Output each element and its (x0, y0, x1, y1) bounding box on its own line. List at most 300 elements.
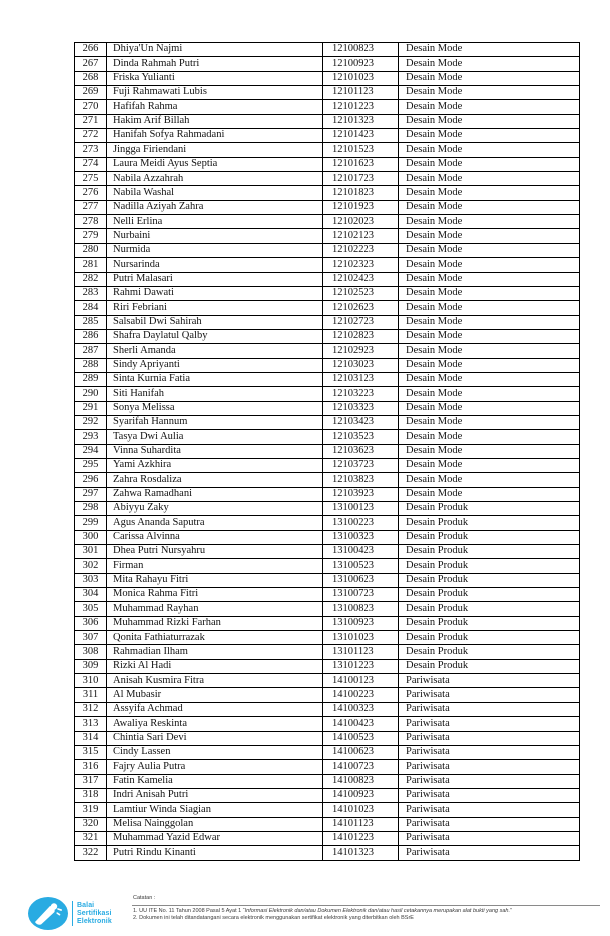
student-id-cell: 14100923 (323, 788, 399, 802)
student-id-cell: 12102723 (323, 315, 399, 329)
table-row (75, 502, 580, 516)
student-id-cell: 14100623 (323, 745, 399, 759)
table-row (75, 100, 580, 114)
program-cell: Desain Mode (399, 372, 580, 386)
row-number-cell: 291 (75, 401, 107, 415)
student-id-cell: 13101223 (323, 659, 399, 673)
table-row (75, 387, 580, 401)
student-name-cell: Zahra Rosdaliza (107, 473, 323, 487)
program-cell: Desain Mode (399, 229, 580, 243)
student-name-cell: Nabila Azzahrah (107, 172, 323, 186)
program-cell: Desain Mode (399, 458, 580, 472)
table-row (75, 573, 580, 587)
student-name-cell: Muhammad Rayhan (107, 602, 323, 616)
program-cell: Pariwisata (399, 731, 580, 745)
bsre-brand-name (77, 902, 112, 926)
student-name-cell: Awaliya Reskinta (107, 717, 323, 731)
student-id-cell: 12103623 (323, 444, 399, 458)
student-id-cell: 12101523 (323, 143, 399, 157)
program-cell: Desain Produk (399, 530, 580, 544)
student-id-cell: 12103423 (323, 415, 399, 429)
student-id-cell: 13100723 (323, 588, 399, 602)
row-number-cell: 269 (75, 86, 107, 100)
program-cell: Pariwisata (399, 745, 580, 759)
program-cell: Desain Mode (399, 401, 580, 415)
table-row (75, 487, 580, 501)
table-row (75, 774, 580, 788)
program-cell: Desain Produk (399, 516, 580, 530)
table-row (75, 43, 580, 57)
student-name-cell: Siti Hanifah (107, 387, 323, 401)
row-number-cell: 314 (75, 731, 107, 745)
student-id-cell: 13100823 (323, 602, 399, 616)
student-id-cell: 13100223 (323, 516, 399, 530)
row-number-cell: 296 (75, 473, 107, 487)
row-number-cell: 271 (75, 114, 107, 128)
program-cell: Desain Produk (399, 645, 580, 659)
student-id-cell: 12101123 (323, 86, 399, 100)
row-number-cell: 298 (75, 502, 107, 516)
program-cell: Desain Mode (399, 487, 580, 501)
row-number-cell: 283 (75, 286, 107, 300)
student-id-cell: 12100823 (323, 43, 399, 57)
row-number-cell: 284 (75, 301, 107, 315)
student-id-cell: 12100923 (323, 57, 399, 71)
student-id-cell: 12103123 (323, 372, 399, 386)
table-row (75, 358, 580, 372)
student-id-cell: 12102423 (323, 272, 399, 286)
row-number-cell: 307 (75, 631, 107, 645)
program-cell: Desain Mode (399, 86, 580, 100)
student-name-cell: Salsabil Dwi Sahirah (107, 315, 323, 329)
row-number-cell: 280 (75, 243, 107, 257)
student-table-body (75, 43, 580, 861)
table-row (75, 215, 580, 229)
program-cell: Desain Mode (399, 344, 580, 358)
program-cell: Desain Mode (399, 286, 580, 300)
row-number-cell: 270 (75, 100, 107, 114)
student-id-cell: 12101923 (323, 200, 399, 214)
table-row (75, 86, 580, 100)
student-name-cell: Nabila Washal (107, 186, 323, 200)
table-row (75, 301, 580, 315)
row-number-cell: 293 (75, 430, 107, 444)
row-number-cell: 301 (75, 545, 107, 559)
table-row (75, 329, 580, 343)
program-cell: Pariwisata (399, 803, 580, 817)
table-row (75, 731, 580, 745)
program-cell: Desain Mode (399, 172, 580, 186)
student-name-cell: Fatin Kamelia (107, 774, 323, 788)
program-cell: Desain Mode (399, 57, 580, 71)
student-name-cell: Nurmida (107, 243, 323, 257)
student-id-cell: 14101223 (323, 831, 399, 845)
table-row (75, 315, 580, 329)
student-id-cell: 12103823 (323, 473, 399, 487)
student-name-cell: Carissa Alvinna (107, 530, 323, 544)
student-name-cell: Indri Anisah Putri (107, 788, 323, 802)
table-row (75, 157, 580, 171)
program-cell: Pariwisata (399, 846, 580, 860)
row-number-cell: 279 (75, 229, 107, 243)
student-name-cell: Dhiya'Un Najmi (107, 43, 323, 57)
student-name-cell: Melisa Nainggolan (107, 817, 323, 831)
program-cell: Pariwisata (399, 760, 580, 774)
row-number-cell: 300 (75, 530, 107, 544)
row-number-cell: 282 (75, 272, 107, 286)
table-row (75, 415, 580, 429)
program-cell: Desain Produk (399, 559, 580, 573)
student-id-cell: 12102623 (323, 301, 399, 315)
student-id-cell: 13101023 (323, 631, 399, 645)
student-id-cell: 12101323 (323, 114, 399, 128)
student-name-cell: Nurbaini (107, 229, 323, 243)
table-row (75, 186, 580, 200)
row-number-cell: 268 (75, 71, 107, 85)
row-number-cell: 303 (75, 573, 107, 587)
row-number-cell: 278 (75, 215, 107, 229)
program-cell: Desain Mode (399, 329, 580, 343)
program-cell: Pariwisata (399, 817, 580, 831)
program-cell: Desain Mode (399, 258, 580, 272)
program-cell: Desain Mode (399, 114, 580, 128)
student-name-cell: Nelli Erlina (107, 215, 323, 229)
program-cell: Desain Produk (399, 602, 580, 616)
row-number-cell: 322 (75, 846, 107, 860)
row-number-cell: 289 (75, 372, 107, 386)
student-name-cell: Yami Azkhira (107, 458, 323, 472)
student-id-cell: 14100523 (323, 731, 399, 745)
catatan-rule (132, 905, 600, 906)
footnote-2: 2. Dokumen ini telah ditandatangani secara elektronik menggunakan sertifikat elektronik yang diterbitkan oleh BSrE (133, 915, 414, 921)
program-cell: Desain Mode (399, 430, 580, 444)
program-cell: Desain Mode (399, 157, 580, 171)
esign-footer (0, 893, 610, 936)
row-number-cell: 288 (75, 358, 107, 372)
row-number-cell: 281 (75, 258, 107, 272)
student-name-cell: Monica Rahma Fitri (107, 588, 323, 602)
program-cell: Desain Produk (399, 545, 580, 559)
student-name-cell: Qonita Fathiaturrazak (107, 631, 323, 645)
row-number-cell: 305 (75, 602, 107, 616)
table-row (75, 602, 580, 616)
student-name-cell: Nursarinda (107, 258, 323, 272)
student-name-cell: Fuji Rahmawati Lubis (107, 86, 323, 100)
student-id-cell: 13100923 (323, 616, 399, 630)
program-cell: Desain Produk (399, 616, 580, 630)
table-row (75, 344, 580, 358)
program-cell: Pariwisata (399, 788, 580, 802)
student-name-cell: Mita Rahayu Fitri (107, 573, 323, 587)
table-row (75, 803, 580, 817)
program-cell: Desain Mode (399, 43, 580, 57)
student-name-cell: Lamtiur Winda Siagian (107, 803, 323, 817)
table-row (75, 616, 580, 630)
student-id-cell: 14100223 (323, 688, 399, 702)
student-id-cell: 14100323 (323, 702, 399, 716)
row-number-cell: 297 (75, 487, 107, 501)
bsre-logo-icon (28, 897, 68, 930)
table-row (75, 286, 580, 300)
brand-line-3: Elektronik (77, 918, 112, 925)
student-name-cell: Jingga Firiendani (107, 143, 323, 157)
student-name-cell: Putri Malasari (107, 272, 323, 286)
student-id-cell: 14101323 (323, 846, 399, 860)
row-number-cell: 312 (75, 702, 107, 716)
table-row (75, 674, 580, 688)
program-cell: Desain Mode (399, 143, 580, 157)
table-row (75, 516, 580, 530)
table-row (75, 530, 580, 544)
row-number-cell: 316 (75, 760, 107, 774)
table-row (75, 401, 580, 415)
student-name-cell: Hafifah Rahma (107, 100, 323, 114)
program-cell: Desain Mode (399, 129, 580, 143)
student-name-cell: Sonya Melissa (107, 401, 323, 415)
student-name-cell: Sherli Amanda (107, 344, 323, 358)
student-id-cell: 12101823 (323, 186, 399, 200)
program-cell: Desain Mode (399, 200, 580, 214)
student-name-cell: Nadilla Aziyah Zahra (107, 200, 323, 214)
student-id-cell: 12103023 (323, 358, 399, 372)
row-number-cell: 294 (75, 444, 107, 458)
program-cell: Desain Mode (399, 71, 580, 85)
catatan-label: Catatan : (133, 895, 156, 901)
row-number-cell: 277 (75, 200, 107, 214)
row-number-cell: 313 (75, 717, 107, 731)
student-name-cell: Shafra Daylatul Qalby (107, 329, 323, 343)
student-name-cell: Zahwa Ramadhani (107, 487, 323, 501)
student-name-cell: Vinna Suhardita (107, 444, 323, 458)
row-number-cell: 304 (75, 588, 107, 602)
row-number-cell: 273 (75, 143, 107, 157)
program-cell: Desain Mode (399, 387, 580, 401)
footnote-1-prefix: 1. UU ITE No. 11 Tahun 2008 Pasal 5 Ayat 1 “ (133, 908, 245, 914)
student-name-cell: Fajry Aulia Putra (107, 760, 323, 774)
student-name-cell: Rahmadian Ilham (107, 645, 323, 659)
student-id-cell: 12101023 (323, 71, 399, 85)
table-row (75, 659, 580, 673)
student-name-cell: Firman (107, 559, 323, 573)
brand-line-2: Sertifikasi (77, 910, 112, 917)
student-id-cell: 14101023 (323, 803, 399, 817)
row-number-cell: 267 (75, 57, 107, 71)
student-name-cell: Muhammad Rizki Farhan (107, 616, 323, 630)
program-cell: Desain Mode (399, 272, 580, 286)
table-row (75, 831, 580, 845)
table-row (75, 71, 580, 85)
program-cell: Desain Produk (399, 659, 580, 673)
row-number-cell: 315 (75, 745, 107, 759)
table-row (75, 229, 580, 243)
table-row (75, 172, 580, 186)
program-cell: Desain Produk (399, 573, 580, 587)
student-id-cell: 12103223 (323, 387, 399, 401)
table-row (75, 545, 580, 559)
row-number-cell: 292 (75, 415, 107, 429)
program-cell: Desain Mode (399, 186, 580, 200)
row-number-cell: 299 (75, 516, 107, 530)
row-number-cell: 302 (75, 559, 107, 573)
logo-divider (72, 901, 73, 926)
row-number-cell: 272 (75, 129, 107, 143)
row-number-cell: 311 (75, 688, 107, 702)
row-number-cell: 275 (75, 172, 107, 186)
table-row (75, 473, 580, 487)
student-name-cell: Muhammad Yazid Edwar (107, 831, 323, 845)
student-id-cell: 13100623 (323, 573, 399, 587)
table-row (75, 430, 580, 444)
student-name-cell: Hakim Arif Billah (107, 114, 323, 128)
student-id-cell: 12101423 (323, 129, 399, 143)
student-name-cell: Dinda Rahmah Putri (107, 57, 323, 71)
program-cell: Desain Mode (399, 215, 580, 229)
table-row (75, 688, 580, 702)
student-id-cell: 12103323 (323, 401, 399, 415)
program-cell: Desain Mode (399, 301, 580, 315)
row-number-cell: 320 (75, 817, 107, 831)
table-row (75, 645, 580, 659)
student-id-cell: 12102123 (323, 229, 399, 243)
program-cell: Desain Mode (399, 100, 580, 114)
student-id-cell: 12101723 (323, 172, 399, 186)
student-name-cell: Assyifa Achmad (107, 702, 323, 716)
student-roster-table (74, 42, 580, 861)
program-cell: Desain Produk (399, 588, 580, 602)
student-name-cell: Agus Ananda Saputra (107, 516, 323, 530)
program-cell: Desain Mode (399, 415, 580, 429)
table-row (75, 200, 580, 214)
row-number-cell: 309 (75, 659, 107, 673)
program-cell: Desain Mode (399, 243, 580, 257)
table-row (75, 444, 580, 458)
student-id-cell: 14100723 (323, 760, 399, 774)
student-id-cell: 12103523 (323, 430, 399, 444)
student-id-cell: 14100823 (323, 774, 399, 788)
program-cell: Desain Produk (399, 502, 580, 516)
table-row (75, 458, 580, 472)
student-name-cell: Chintia Sari Devi (107, 731, 323, 745)
footnote-1-quote: Informasi Elektronik dan/atau Dokumen Elektronik dan/atau hasil cetakannya merupakan alat bukti yang sah. (244, 908, 510, 914)
student-name-cell: Friska Yulianti (107, 71, 323, 85)
student-name-cell: Sinta Kurnia Fatia (107, 372, 323, 386)
row-number-cell: 321 (75, 831, 107, 845)
table-row (75, 57, 580, 71)
row-number-cell: 287 (75, 344, 107, 358)
table-row (75, 243, 580, 257)
student-id-cell: 12103923 (323, 487, 399, 501)
student-id-cell: 13100523 (323, 559, 399, 573)
student-name-cell: Rahmi Dawati (107, 286, 323, 300)
student-name-cell: Anisah Kusmira Fitra (107, 674, 323, 688)
footnote-1-suffix: ” (509, 908, 512, 914)
student-id-cell: 12101223 (323, 100, 399, 114)
student-name-cell: Riri Febriani (107, 301, 323, 315)
student-id-cell: 14101123 (323, 817, 399, 831)
student-id-cell: 12102023 (323, 215, 399, 229)
student-id-cell: 12102223 (323, 243, 399, 257)
student-id-cell: 13100423 (323, 545, 399, 559)
row-number-cell: 310 (75, 674, 107, 688)
row-number-cell: 286 (75, 329, 107, 343)
table-row (75, 559, 580, 573)
table-row (75, 631, 580, 645)
program-cell: Desain Mode (399, 444, 580, 458)
table-row (75, 272, 580, 286)
table-row (75, 846, 580, 860)
student-id-cell: 12102523 (323, 286, 399, 300)
row-number-cell: 317 (75, 774, 107, 788)
row-number-cell: 295 (75, 458, 107, 472)
student-name-cell: Hanifah Sofya Rahmadani (107, 129, 323, 143)
brand-line-1: Balai (77, 902, 95, 909)
student-id-cell: 12103723 (323, 458, 399, 472)
student-id-cell: 12101623 (323, 157, 399, 171)
program-cell: Pariwisata (399, 688, 580, 702)
row-number-cell: 290 (75, 387, 107, 401)
student-id-cell: 14100123 (323, 674, 399, 688)
table-row (75, 788, 580, 802)
row-number-cell: 266 (75, 43, 107, 57)
table-row (75, 702, 580, 716)
student-name-cell: Putri Rindu Kinanti (107, 846, 323, 860)
student-name-cell: Laura Meidi Ayus Septia (107, 157, 323, 171)
student-id-cell: 13100123 (323, 502, 399, 516)
student-id-cell: 12102323 (323, 258, 399, 272)
table-row (75, 588, 580, 602)
row-number-cell: 319 (75, 803, 107, 817)
row-number-cell: 276 (75, 186, 107, 200)
student-name-cell: Al Mubasir (107, 688, 323, 702)
table-row (75, 114, 580, 128)
table-row (75, 760, 580, 774)
row-number-cell: 308 (75, 645, 107, 659)
table-row (75, 372, 580, 386)
footnote-1 (133, 908, 512, 915)
student-name-cell: Abiyyu Zaky (107, 502, 323, 516)
program-cell: Desain Produk (399, 631, 580, 645)
student-name-cell: Cindy Lassen (107, 745, 323, 759)
row-number-cell: 318 (75, 788, 107, 802)
row-number-cell: 285 (75, 315, 107, 329)
student-name-cell: Rizki Al Hadi (107, 659, 323, 673)
student-id-cell: 13101123 (323, 645, 399, 659)
program-cell: Pariwisata (399, 717, 580, 731)
student-id-cell: 12102923 (323, 344, 399, 358)
program-cell: Desain Mode (399, 473, 580, 487)
student-name-cell: Tasya Dwi Aulia (107, 430, 323, 444)
student-name-cell: Sindy Apriyanti (107, 358, 323, 372)
student-name-cell: Syarifah Hannum (107, 415, 323, 429)
student-name-cell: Dhea Putri Nursyahru (107, 545, 323, 559)
student-id-cell: 13100323 (323, 530, 399, 544)
student-id-cell: 12102823 (323, 329, 399, 343)
program-cell: Pariwisata (399, 674, 580, 688)
table-row (75, 817, 580, 831)
row-number-cell: 274 (75, 157, 107, 171)
row-number-cell: 306 (75, 616, 107, 630)
program-cell: Pariwisata (399, 702, 580, 716)
program-cell: Pariwisata (399, 831, 580, 845)
table-row (75, 745, 580, 759)
table-row (75, 129, 580, 143)
program-cell: Pariwisata (399, 774, 580, 788)
student-id-cell: 14100423 (323, 717, 399, 731)
program-cell: Desain Mode (399, 315, 580, 329)
program-cell: Desain Mode (399, 358, 580, 372)
table-row (75, 143, 580, 157)
table-row (75, 717, 580, 731)
